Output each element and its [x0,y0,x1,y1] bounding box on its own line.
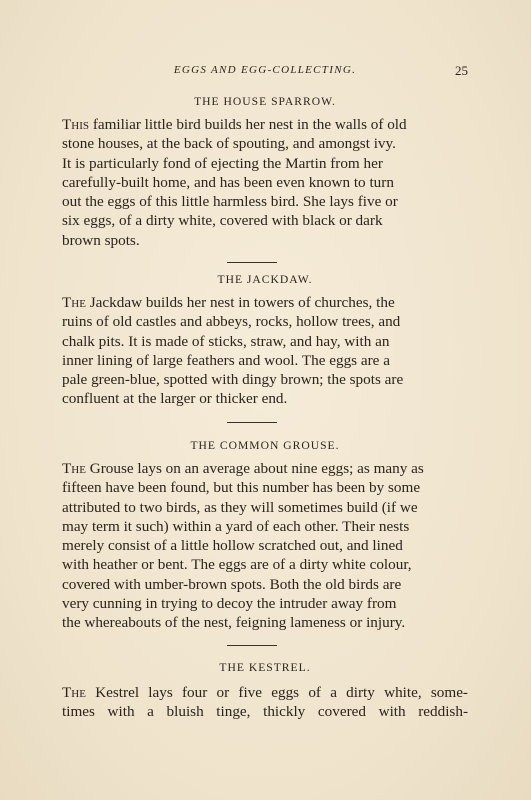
body-line: inner lining of large feathers and wool. The eggs are a [62,351,390,369]
body-line: It is particularly fond of ejecting the Martin from her [62,154,383,172]
body-line: covered with umber-brown spots. Both the old birds are [62,575,402,593]
running-head [62,64,468,80]
section-heading-jackdaw: THE JACKDAW. [217,273,313,286]
body-line: the whereabouts of the nest, feigning lameness or injury. [62,614,406,632]
lead-word: The [62,294,86,311]
section-body-common-grouse [62,459,468,633]
body-line: The Kestrel lays four or five eggs of a dirty white, some- [62,684,468,701]
body-line: times with a bluish tinge, thickly covered with reddish- [62,703,468,721]
page-number: 25 [455,63,468,78]
section-divider [227,262,277,263]
running-head-title: EGGS AND EGG-COLLECTING. [173,64,357,76]
section-heading-house-sparrow: THE HOUSE SPARROW. [194,95,336,108]
body-line: stone houses, at the back of spouting, and amongst ivy. [62,135,396,153]
body-line: This familiar little bird builds her nest in the walls of old [62,116,407,133]
body-line: chalk pits. It is made of sticks, straw, and hay, with an [62,332,390,350]
body-line: pale green-blue, spotted with dingy brown; the spots are [62,371,404,389]
body-line: confluent at the larger or thicker end. [62,390,288,408]
body-line: merely consist of a little hollow scratched out, and lined [62,537,403,555]
body-line: very cunning in trying to decoy the intruder away from [62,595,397,613]
section-divider [227,422,277,423]
lead-word: This [62,116,90,133]
section-heading-kestrel: THE KESTREL. [219,661,311,674]
lead-word: The [62,684,86,701]
body-line: ruins of old castles and abbeys, rocks, hollow trees, and [62,313,401,331]
body-line: with heather or bent. The eggs are of a dirty white colour, [62,556,412,574]
body-line: six eggs, of a dirty white, covered with black or dark [62,212,383,230]
body-line: brown spots. [62,231,140,249]
body-line: out the eggs of this little harmless bird. She lays five or [62,193,398,211]
body-line: attributed to two birds, as they will sometimes build (if we [62,498,418,516]
lead-word: The [62,460,86,477]
body-line: may term it such) within a yard of each other. Their nests [62,517,410,535]
section-body-house-sparrow [62,115,468,250]
body-line: The Jackdaw builds her nest in towers of churches, the [62,294,395,311]
section-body-kestrel [62,683,468,722]
body-line: carefully-built home, and has been even known to turn [62,173,394,191]
body-line: The Grouse lays on an average about nine eggs; as many as [62,460,424,477]
section-divider [227,645,277,646]
section-body-jackdaw [62,293,468,409]
body-line: fifteen have been found, but this number has been by some [62,479,421,497]
section-heading-common-grouse: THE COMMON GROUSE. [190,439,340,452]
